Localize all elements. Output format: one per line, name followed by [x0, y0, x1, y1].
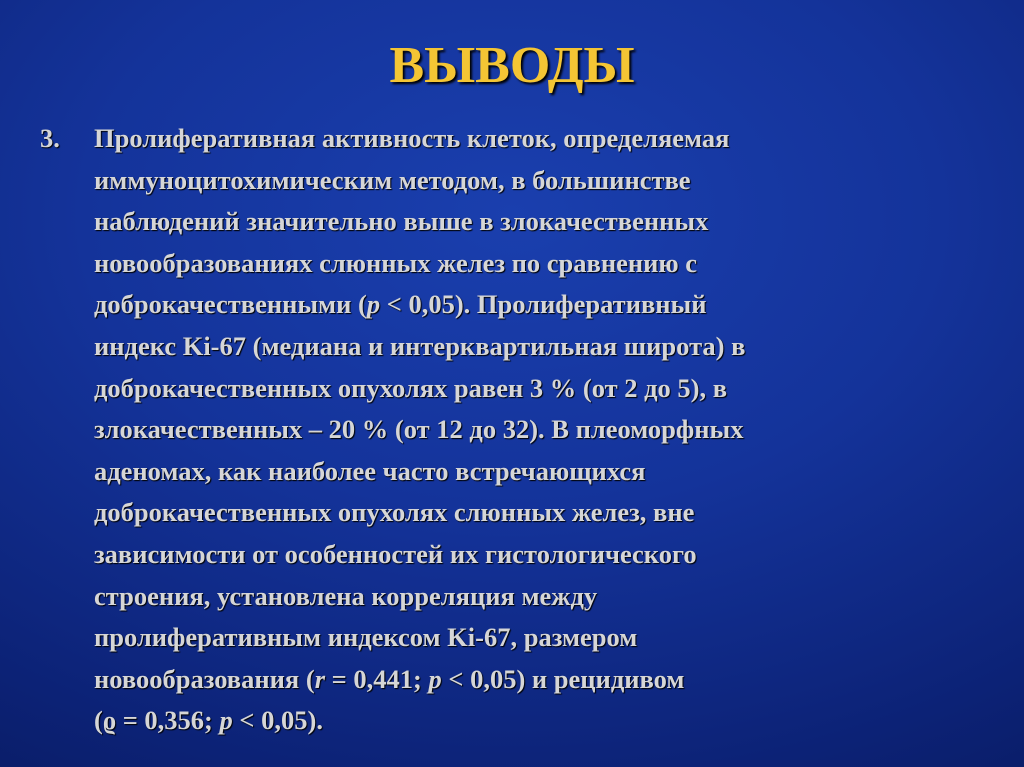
text-line: злокачественных – 20 % (от 12 до 32). В плеоморфных: [94, 414, 744, 445]
text-line: доброкачественных опухолях слюнных желез, вне: [94, 497, 695, 528]
text-run: = 0,441;: [325, 663, 429, 694]
text-run: доброкачественными (: [94, 289, 367, 320]
text-line: индекс Ki-67 (медиана и интерквартильная широта) в: [94, 330, 746, 361]
slide-title: ВЫВОДЫ: [389, 37, 635, 94]
text-run: < 0,05).: [232, 705, 323, 736]
text-line: доброкачественных опухолях равен 3 % (от 2 до 5), в: [94, 372, 728, 403]
text-run: новообразования (: [94, 663, 315, 694]
text-line: Пролиферативная активность клеток, определяемая: [94, 123, 730, 153]
text-line: пролиферативным индексом Ki-67, размером: [94, 622, 638, 653]
text-line: зависимости от особенностей их гистологического: [94, 538, 697, 569]
text-run: (: [94, 705, 103, 736]
text-line: иммуноцитохимическим методом, в большинстве: [94, 164, 691, 195]
text-run: < 0,05) и рецидивом: [441, 663, 685, 694]
text-line: аденомах, как наиболее часто встречающихся: [94, 455, 646, 486]
item-number: 3.: [40, 123, 60, 153]
p-symbol: p: [428, 663, 442, 694]
text-line: [94, 700, 940, 742]
p-symbol: p: [366, 289, 381, 320]
text-line: новообразованиях слюнных желез по сравнению с: [94, 247, 698, 278]
p-symbol: p: [219, 705, 233, 736]
item-text: [94, 118, 940, 742]
text-line: наблюдений значительно выше в злокачественных: [94, 206, 709, 237]
text-run: < 0,05). Пролиферативный: [380, 289, 707, 320]
text-run: = 0,356;: [116, 705, 220, 736]
text-line: [94, 284, 940, 326]
rho-symbol: ϱ: [102, 705, 117, 736]
r-symbol: r: [314, 663, 326, 694]
text-line: [94, 659, 940, 701]
text-line: строения, установлена корреляция между: [94, 580, 598, 611]
